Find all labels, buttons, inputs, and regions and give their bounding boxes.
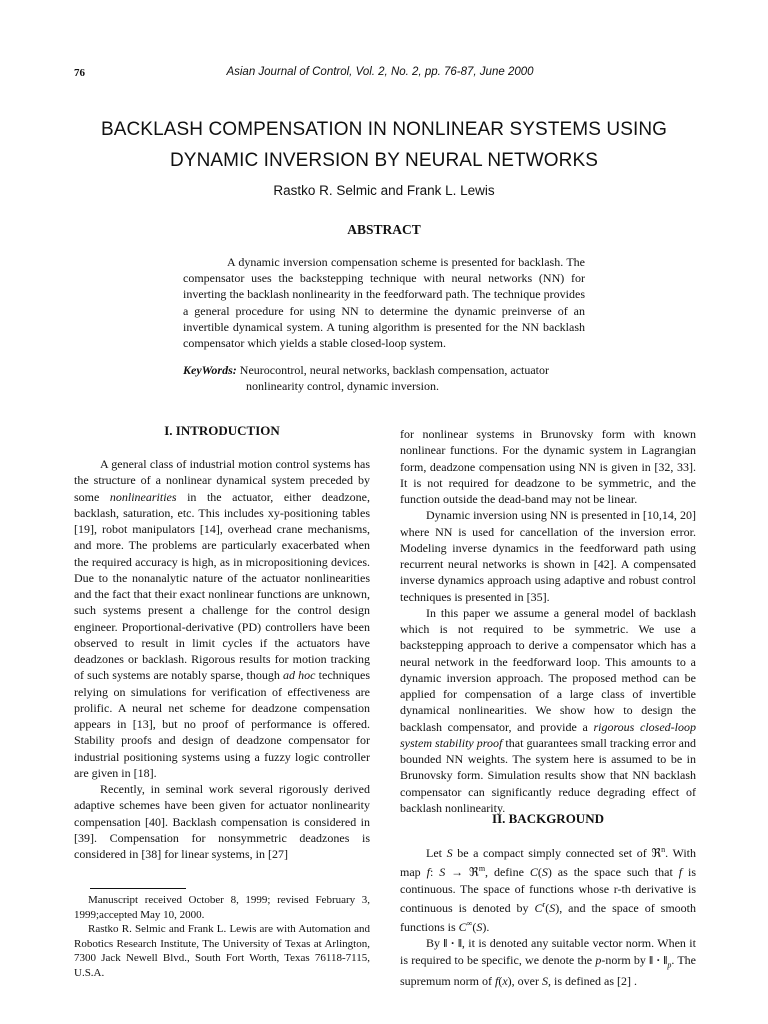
footnote-manuscript: Manuscript received October 8, 1999; revised February 3, 1999;accepted May 10, 2000. bbox=[74, 894, 370, 921]
abstract-heading: ABSTRACT bbox=[347, 222, 421, 237]
background-paragraph-2: By ‖ · ‖, it is denoted any suitable vector norm. When it is required to be specific, we denote the p-norm by ‖ · $‖_p$. The supremum norm of f(x), over S, is defined as [2] . bbox=[400, 936, 696, 989]
page-number: 76 bbox=[74, 67, 85, 79]
abstract-body bbox=[183, 254, 585, 351]
keywords-label: KeyWords: bbox=[183, 363, 237, 377]
background-paragraph-1: Let S be a compact simply connected set of ℜ$^n$. With map f: S → ℜ$^m$, define C(S) as the space such that f is continuous. The space of functions whose r-th derivative is continuous is denoted by $C^r(S)$, and the space of smooth functions is C∞(S). bbox=[400, 845, 697, 934]
intro-paragraph-1: A general class of industrial motion control systems has the structure of a nonlinear dynamical system preceded by some nonlinearities in the actuator, either deadzone, backlash, saturation, etc. This includes xy-positioning tables [19], robot manipulators [14], overhead crane mechanisms, and more. The problems are particularly exacerbated when the required accuracy is high, as in micropositioning devices. Due to the nonanalytic nature of the actuator nonlinearities and the fact that their exact nonlinear functions are unknown, such systems present a challenge for the control design engineer. Proportional-derivative (PD) controllers have been observed to result in limit cycles if the actuators have deadzones or backlash. Rigorous results for motion tracking of such systems are notably sparse, though ad hoc techniques relying on simulations for verification of effectiveness are prolific. A neural net scheme for deadzone compensation appears in [13], but no proof of performance is offered. Stability proofs and design of deadzone compensator for industrial positioning systems using a fuzzy logic controller are given in [18]. bbox=[74, 457, 370, 780]
footnote-divider bbox=[90, 888, 186, 889]
title-line-2: DYNAMIC INVERSION BY NEURAL NETWORKS bbox=[169, 150, 598, 171]
abstract-text: A dynamic inversion compensation scheme is presented for backlash. The compensator uses the backstepping technique with neural networks (NN) for inverting the backlash nonlinearity in the feedforward path. The technique provides a general procedure for using NN to determine the dynamic preinverse of an invertible dynamical system. A tuning algorithm is presented for the NN backlash compensator which yields a stable closed-loop system. bbox=[183, 255, 585, 351]
paper-title bbox=[74, 114, 694, 176]
footnote-affiliation: Rastko R. Selmic and Frank L. Lewis are with Automation and Robotics Research Institute, The University of Texas at Arlington, 7300 Jack Newell Blvd., South Fort Worth, Texas 76118-7115, U.S.A. bbox=[74, 923, 370, 979]
intro-paragraph-3: Dynamic inversion using NN is presented in [10,14, 20] where NN is used for cancellation of the inversion error. Modeling inverse dynamics in the feedforward path using recurrent neural networks is shown in [42]. A compensated inverse dynamics approach using adaptive and robust control techniques is presented in [35]. bbox=[400, 508, 696, 604]
footnotes bbox=[74, 893, 370, 980]
intro-paragraph-4: In this paper we assume a general model of backlash which is not required to be symmetric. We use a backstepping approach to derive a compensator which has a neural network in the feedforward loop. This amounts to a dynamic inversion approach. The proposed method can be applied for compensation of a large class of invertible dynamical nonlinearities. We show how to design the backlash compensator, and provide a rigorous closed-loop system stability proof that guarantees small tracking error and bounded NN weights. The system here is assumed to be in Brunovsky form. Simulation results show that NN backlash compensator can significantly reduce degrading effect of backlash nonlinearity. bbox=[400, 605, 697, 815]
right-column bbox=[400, 426, 696, 816]
intro-paragraph-2: Recently, in seminal work several rigorously derived adaptive schemes have been given for actuator nonlinearity compensation [40]. Backlash compensation is considered in [39]. Compensation for nonsymmetric deadzones is considered in [38] for linear systems, in [27] bbox=[74, 782, 370, 861]
keywords-line-1: Neurocontrol, neural networks, backlash compensation, actuator bbox=[239, 363, 550, 377]
keywords bbox=[183, 362, 585, 394]
keywords-line-2: nonlinearity control, dynamic inversion. bbox=[246, 379, 439, 394]
title-line-1: BACKLASH COMPENSATION IN NONLINEAR SYSTEMS USING bbox=[100, 119, 668, 140]
section-heading-introduction: I. INTRODUCTION bbox=[164, 423, 280, 438]
authors: Rastko R. Selmic and Frank L. Lewis bbox=[273, 183, 495, 198]
left-column bbox=[74, 456, 370, 862]
intro-paragraph-2-cont: for nonlinear systems in Brunovsky form with known nonlinear functions. For the dynamic system in Lagrangian form, deadzone compensation using NN is given in [32, 33]. It is not required for deadzone to be symmetric, and the function outside the dead-band may not be linear. bbox=[400, 427, 696, 506]
journal-header: Asian Journal of Control, Vol. 2, No. 2, pp. 76-87, June 2000 bbox=[226, 66, 534, 78]
background-body bbox=[400, 842, 696, 989]
section-heading-background: II. BACKGROUND bbox=[492, 811, 604, 826]
